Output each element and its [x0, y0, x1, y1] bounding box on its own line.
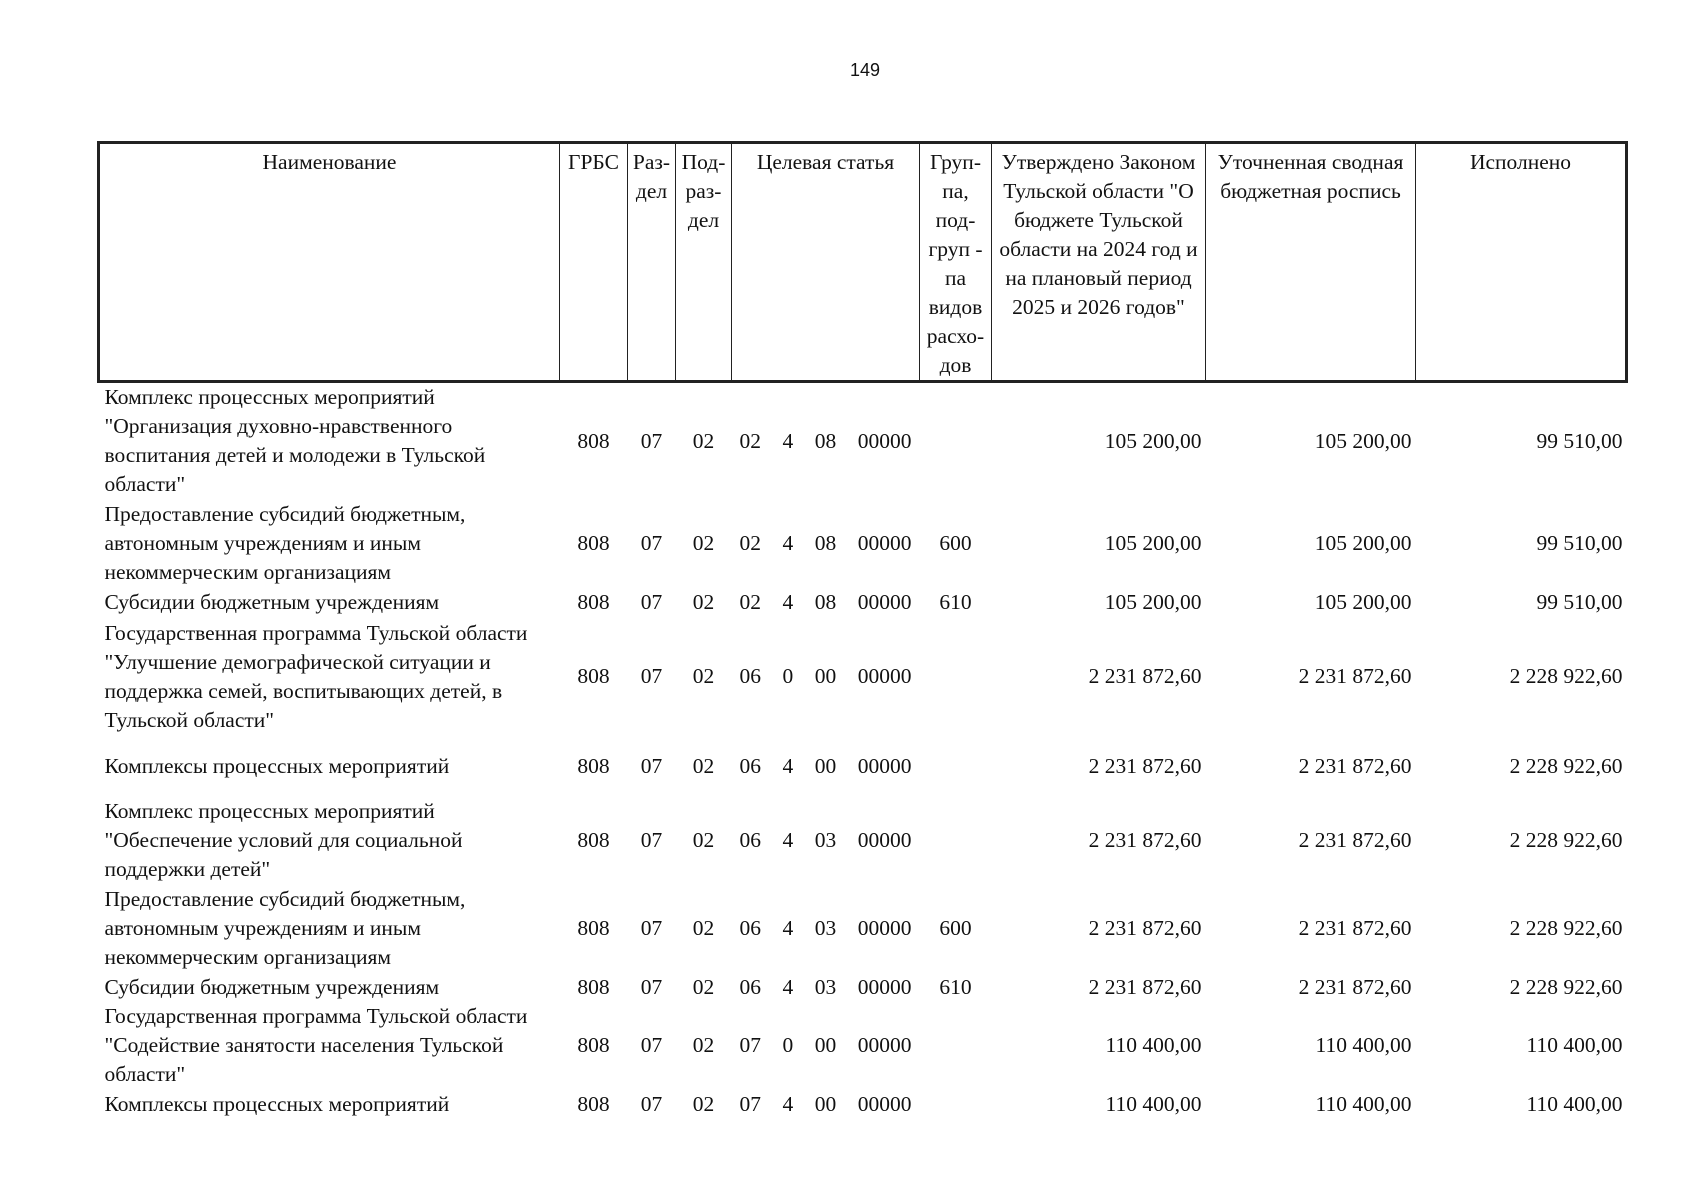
- row-target-t1: 06: [739, 974, 761, 999]
- row-name: Предоставление субсидий бюджетным, автономным учреждениям и иным некоммерческим организациям: [104, 502, 466, 584]
- table-row: [99, 737, 1627, 797]
- row-target-t4: 00000: [857, 664, 912, 688]
- row-podrazdel: 02: [692, 1033, 715, 1057]
- table-header: [99, 143, 1627, 382]
- row-group: 600: [939, 531, 972, 555]
- row-name: Комплексы процессных мероприятий: [104, 754, 450, 778]
- row-target-t3: 08: [814, 589, 837, 614]
- row-target-t4: 00000: [857, 531, 912, 555]
- row-group: [920, 1090, 992, 1119]
- row-approved: 2 231 872,60: [1088, 974, 1202, 999]
- row-approved: 2 231 872,60: [1088, 754, 1202, 778]
- row-refined: 105 200,00: [1314, 589, 1412, 614]
- header-target: Целевая статья: [732, 143, 920, 382]
- header-approved: Утверждено Законом Тульской области "О бюджете Тульской области на 2024 год и на плановый период 2025 и 2026 годов": [992, 143, 1206, 382]
- header-razdel: Раз-дел: [628, 143, 676, 382]
- row-target-t4: 00000: [857, 916, 912, 940]
- row-podrazdel: 02: [692, 974, 715, 999]
- row-name: Предоставление субсидий бюджетным, автономным учреждениям и иным некоммерческим организациям: [104, 887, 466, 969]
- row-target-t2: 4: [782, 531, 794, 555]
- row-razdel: 07: [640, 1033, 663, 1057]
- row-target-t1: 02: [739, 428, 761, 453]
- table-row: [99, 617, 1627, 737]
- row-razdel: 07: [640, 974, 663, 999]
- row-grbs: 808: [577, 916, 610, 940]
- row-target: [732, 973, 920, 1002]
- row-razdel: 07: [640, 428, 663, 453]
- row-razdel: 07: [640, 531, 663, 555]
- row-refined: 2 231 872,60: [1298, 974, 1412, 999]
- row-refined: 105 200,00: [1314, 531, 1412, 555]
- row-approved: 2 231 872,60: [1088, 916, 1202, 940]
- row-razdel: 07: [640, 916, 663, 940]
- row-target-t2: 4: [782, 916, 794, 940]
- row-target-t2: 4: [782, 1091, 794, 1116]
- table-row: [99, 500, 1627, 588]
- row-target-t1: 07: [739, 1091, 761, 1116]
- row-refined: 2 231 872,60: [1298, 664, 1412, 688]
- row-target-t4: 00000: [857, 754, 912, 778]
- row-target: [732, 382, 920, 500]
- row-target-t2: 0: [782, 664, 794, 688]
- row-target: [732, 500, 920, 588]
- header-grbs: ГРБС: [560, 143, 628, 382]
- row-podrazdel: 02: [692, 531, 715, 555]
- row-group: [920, 737, 992, 797]
- row-target-t4: 00000: [857, 828, 912, 852]
- row-target-t3: 08: [814, 531, 837, 555]
- header-executed: Исполнено: [1416, 143, 1627, 382]
- row-name: Субсидии бюджетным учреждениям: [104, 589, 440, 614]
- table-row: [99, 382, 1627, 500]
- row-podrazdel: 02: [692, 589, 715, 614]
- row-executed: 110 400,00: [1526, 1091, 1623, 1116]
- row-target-t3: 08: [814, 428, 837, 453]
- row-target-t3: 03: [814, 828, 837, 852]
- row-target-t4: 00000: [857, 589, 912, 614]
- row-target-t3: 00: [814, 1091, 837, 1116]
- row-grbs: 808: [577, 754, 610, 778]
- row-target: [732, 885, 920, 973]
- row-group: [920, 1002, 992, 1090]
- row-refined: 110 400,00: [1315, 1091, 1412, 1116]
- row-target-t3: 03: [814, 974, 837, 999]
- row-target-t2: 0: [782, 1033, 794, 1057]
- row-razdel: 07: [640, 828, 663, 852]
- row-target-t1: 06: [739, 916, 761, 940]
- row-target-t4: 00000: [857, 428, 912, 453]
- row-target-t3: 03: [814, 916, 837, 940]
- row-group: [920, 797, 992, 885]
- row-executed: 99 510,00: [1536, 589, 1623, 614]
- row-target-t1: 07: [739, 1033, 761, 1057]
- row-approved: 110 400,00: [1105, 1091, 1202, 1116]
- table-row: [99, 1090, 1627, 1119]
- row-group: [920, 617, 992, 737]
- row-name: Комплексы процессных мероприятий: [104, 1091, 450, 1116]
- table-row: [99, 885, 1627, 973]
- table-row: [99, 588, 1627, 617]
- row-refined: 2 231 872,60: [1298, 754, 1412, 778]
- row-executed: 99 510,00: [1536, 428, 1623, 453]
- row-podrazdel: 02: [692, 1091, 715, 1116]
- row-group: 610: [939, 974, 972, 999]
- row-grbs: 808: [577, 974, 610, 999]
- row-approved: 105 200,00: [1104, 531, 1202, 555]
- row-target: [732, 797, 920, 885]
- row-approved: 2 231 872,60: [1088, 828, 1202, 852]
- row-refined: 2 231 872,60: [1298, 916, 1412, 940]
- row-grbs: 808: [577, 664, 610, 688]
- header-refined: Уточненная сводная бюджетная роспись: [1206, 143, 1416, 382]
- row-podrazdel: 02: [692, 916, 715, 940]
- row-grbs: 808: [577, 589, 610, 614]
- row-target-t4: 00000: [857, 1091, 912, 1116]
- row-approved: 2 231 872,60: [1088, 664, 1202, 688]
- row-executed: 2 228 922,60: [1509, 828, 1623, 852]
- row-target: [732, 617, 920, 737]
- budget-table: [97, 141, 1628, 1119]
- row-approved: 105 200,00: [1104, 589, 1202, 614]
- row-target-t4: 00000: [857, 1033, 912, 1057]
- row-razdel: 07: [640, 589, 663, 614]
- row-target-t1: 06: [739, 828, 761, 852]
- row-target-t2: 4: [782, 754, 794, 778]
- row-razdel: 07: [640, 1091, 663, 1116]
- row-group: 610: [939, 589, 972, 614]
- header-name: Наименование: [99, 143, 560, 382]
- row-target: [732, 737, 920, 797]
- row-target-t3: 00: [814, 664, 837, 688]
- row-target-t4: 00000: [857, 974, 912, 999]
- table-row: [99, 1002, 1627, 1090]
- header-podrazdel: Под-раз-дел: [676, 143, 732, 382]
- row-target-t1: 02: [739, 589, 761, 614]
- row-group: 600: [939, 916, 972, 940]
- row-grbs: 808: [577, 531, 610, 555]
- row-executed: 2 228 922,60: [1509, 974, 1623, 999]
- row-executed: 2 228 922,60: [1509, 916, 1623, 940]
- row-name: Субсидии бюджетным учреждениям: [104, 974, 440, 999]
- row-executed: 99 510,00: [1536, 531, 1623, 555]
- row-podrazdel: 02: [692, 754, 715, 778]
- row-executed: 110 400,00: [1526, 1033, 1623, 1057]
- row-target: [732, 588, 920, 617]
- row-target-t1: 06: [739, 664, 761, 688]
- header-group: Груп-па, под-груп - па видов расхо-дов: [920, 143, 992, 382]
- row-grbs: 808: [577, 1033, 610, 1057]
- table-row: [99, 973, 1627, 1002]
- row-executed: 2 228 922,60: [1509, 754, 1623, 778]
- row-target-t1: 06: [739, 754, 761, 778]
- row-group: [920, 382, 992, 500]
- row-approved: 105 200,00: [1104, 428, 1202, 453]
- row-name: Государственная программа Тульской области "Содействие занятости населения Тульской области": [104, 1004, 528, 1086]
- row-podrazdel: 02: [692, 428, 715, 453]
- row-refined: 110 400,00: [1315, 1033, 1412, 1057]
- row-grbs: 808: [577, 428, 610, 453]
- row-target-t3: 00: [814, 754, 837, 778]
- row-target-t2: 4: [782, 428, 794, 453]
- table-row: [99, 797, 1627, 885]
- row-grbs: 808: [577, 828, 610, 852]
- row-name: Комплекс процессных мероприятий "Обеспечение условий для социальной поддержки детей": [104, 799, 463, 881]
- row-approved: 110 400,00: [1105, 1033, 1202, 1057]
- row-executed: 2 228 922,60: [1509, 664, 1623, 688]
- row-target-t1: 02: [739, 531, 761, 555]
- row-name: Государственная программа Тульской области "Улучшение демографической ситуации и поддержка семей, воспитывающих детей, в Тульской области": [104, 620, 528, 732]
- table-body: [99, 382, 1627, 1119]
- row-podrazdel: 02: [692, 664, 715, 688]
- row-refined: 105 200,00: [1314, 428, 1412, 453]
- row-target-t3: 00: [814, 1033, 837, 1057]
- row-razdel: 07: [640, 754, 663, 778]
- row-razdel: 07: [640, 664, 663, 688]
- row-podrazdel: 02: [692, 828, 715, 852]
- row-target: [732, 1002, 920, 1090]
- row-target: [732, 1090, 920, 1119]
- row-target-t2: 4: [782, 974, 794, 999]
- page-number: 149: [849, 60, 881, 80]
- row-name: Комплекс процессных мероприятий "Организация духовно-нравственного воспитания детей и молодежи в Тульской области": [104, 385, 486, 497]
- row-target-t2: 4: [782, 828, 794, 852]
- row-refined: 2 231 872,60: [1298, 828, 1412, 852]
- row-target-t2: 4: [782, 589, 794, 614]
- row-grbs: 808: [577, 1091, 610, 1116]
